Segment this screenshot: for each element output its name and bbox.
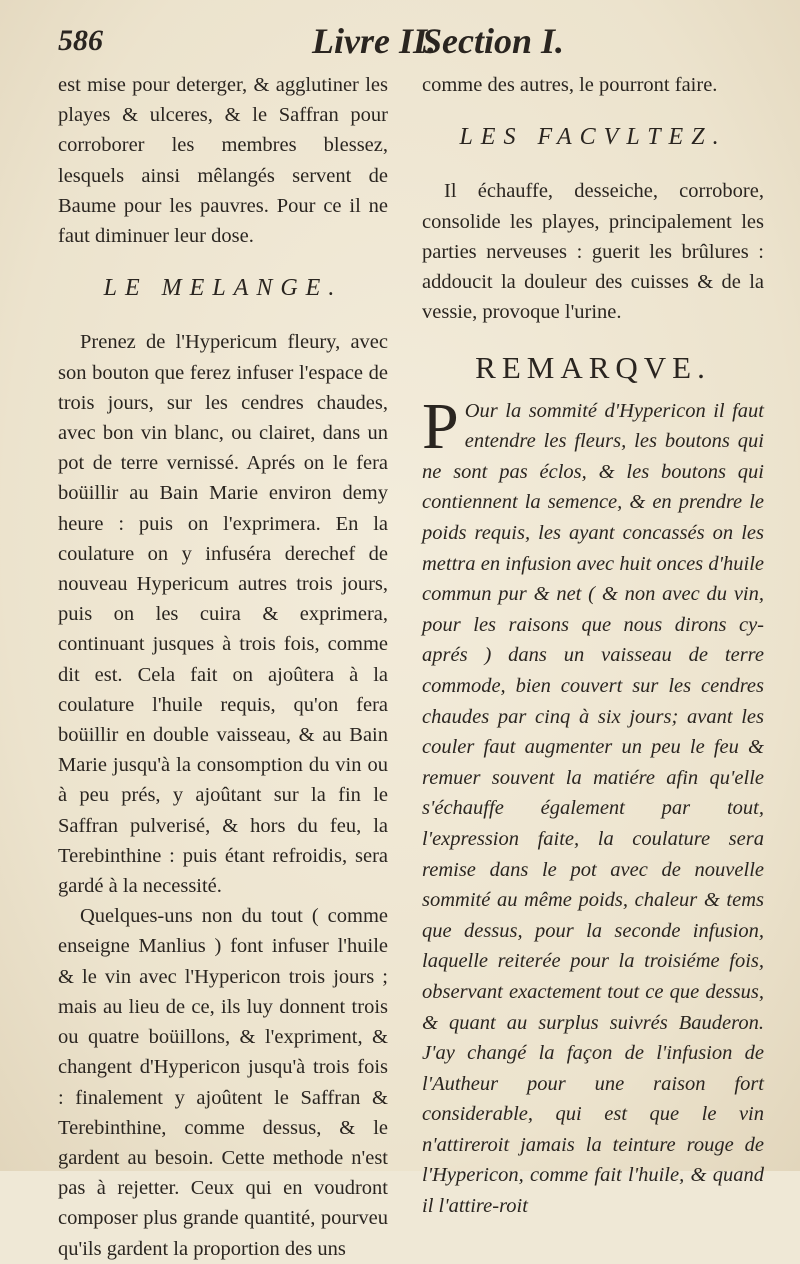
drop-cap: P <box>422 389 459 463</box>
right-column <box>422 70 764 1222</box>
paragraph: comme des autres, le pourront faire. <box>422 74 718 96</box>
running-title-left: Livre II. <box>312 21 436 61</box>
left-column <box>58 70 388 1264</box>
paragraph: Il échauffe, desseiche, corrobore, consolide les playes, principalement les parties nerveuses : guerit les brûlures : addoucit la douleur des cuisses & de la vessie, provoque l'urine. <box>422 180 764 324</box>
running-header <box>0 10 800 70</box>
section-heading-facultez: LES FACVLTEZ. <box>459 124 727 151</box>
paragraph: Quelques-uns non du tout ( comme enseigne Manlius ) font infuser l'huile & le vin avec l'Hypericon trois jours ; mais au lieu de ce, ils luy donnent trois ou quatre boüillons, & l'expriment, & changent d'Hypericon jusqu'à trois fois : finalement y ajoûtent le Saffran & Terebinthine, comme dessus, & le gardent au besoin. Cette methode n'est pas à rejetter. Ceux qui en voudront composer plus grande quantité, pourveu qu'ils gardent la proportion des uns <box>58 905 388 1260</box>
paragraph: est mise pour deterger, & agglutiner les playes & ulceres, & le Saffran pour corroborer les membres blessez, lesquels ainsi mêlangés servent de Baume pour les pauvres. Pour ce il ne faut diminuer leur dose. <box>58 74 388 248</box>
paragraph: Prenez de l'Hypericum fleury, avec son bouton que ferez infuser l'espace de trois jours, sur les cendres chaudes, avec bon vin blanc, ou clairet, dans un pot de terre vernissé. Aprés on le fera boüillir au Bain Marie environ demy heure : puis on l'exprimera. En la coulature on y infuséra derechef de nouveau Hypericum autres trois jours, puis on les cuira & exprimera, continuant jusques à trois fois, comme dit est. Cela fait on ajoûtera à la coulature l'huile requis, qu'on fera boüillir en double vaisseau, & au Bain Marie jusqu'à la consomption du vin ou à peu prés, y ajoûtant sur la fin le Saffran pulverisé, & hors du feu, la Terebinthine : puis étant refroidis, sera gardé à la necessité. <box>58 331 388 898</box>
remarque-text: Our la sommité d'Hypericon il faut entendre les fleurs, les boutons qui ne sont pas éclos, & les boutons qui contiennent la semence, & en prendre le poids requis, les ayant concassés on les mettra en infusion avec huit onces d'huile commun pur & net ( & non avec du vin, pour les raisons que nous dirons cy-aprés ) dans un vaisseau de terre commode, bien couvert sur les cendres chaudes par cinq à six jours; avant les couler faut augmenter un peu le feu & remuer souvent la matiére afin qu'elle s'échauffe également par tout, l'expression faite, la coulature sera remise dans le pot avec de nouvelle sommité au même poids, chaleur & tems que dessus, pour la seconde infusion, laquelle reiterée pour la troisiéme fois, observant exactement tout ce que dessus, & quant au surplus suivrés Bauderon. J'ay changé la façon de l'infusion de l'Autheur pour une raison fort considerable, qui est que le vin n'attireroit jamais la teinture rouge de l'Hypericon, comme fait l'huile, & quand il l'attire-roit <box>422 399 764 1218</box>
remarque-paragraph <box>422 389 764 1222</box>
section-heading-melange: LE MELANGE. <box>103 275 343 302</box>
running-title-right: Section I. <box>422 21 565 61</box>
page-number: 586 <box>58 24 103 57</box>
section-heading-remarque: REMARQVE. <box>475 350 711 386</box>
